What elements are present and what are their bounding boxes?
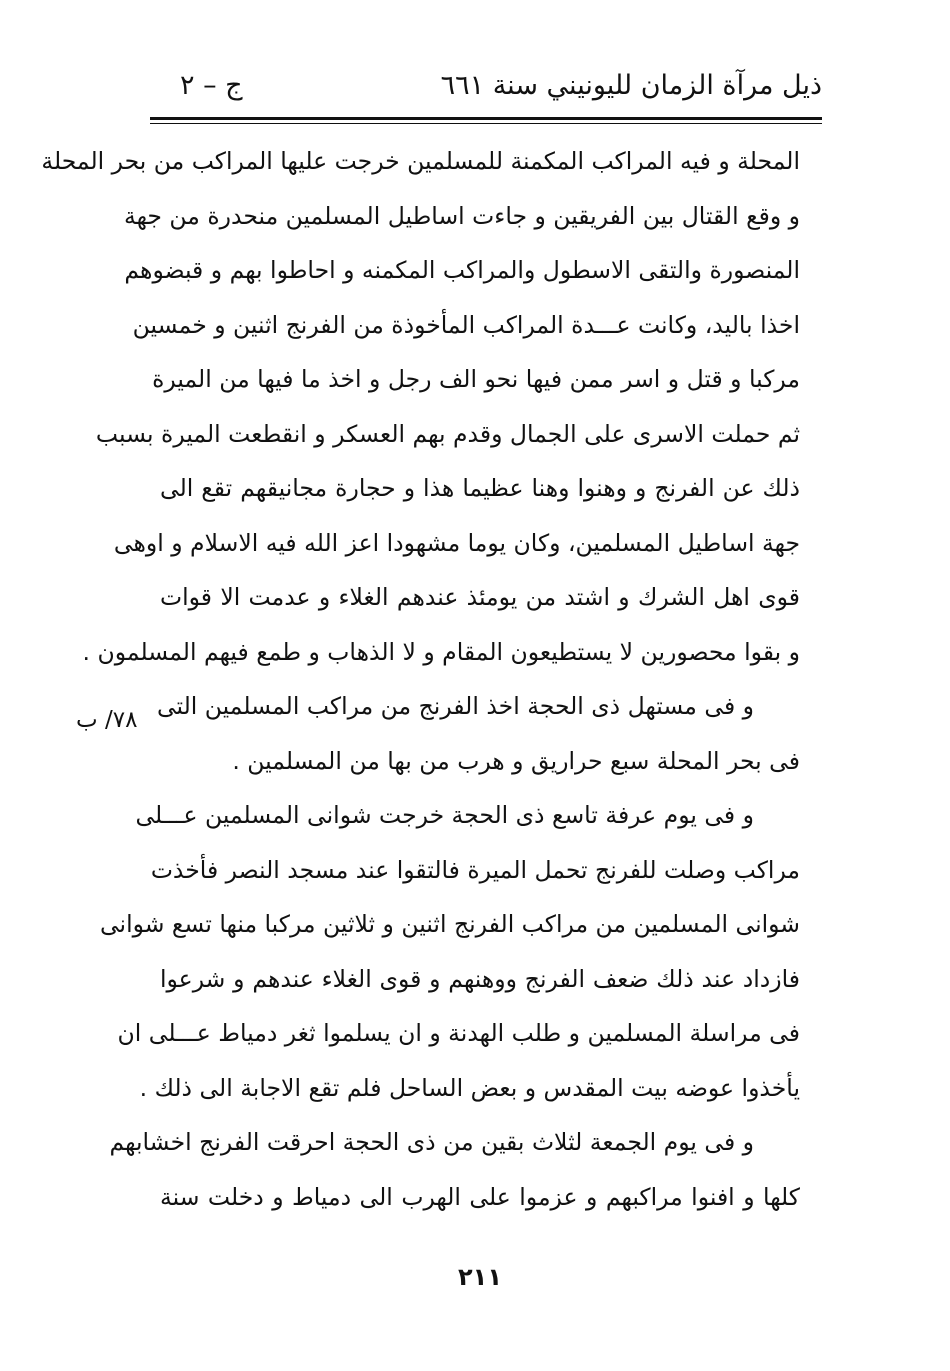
text-line: فى بحر المحلة سبع حراريق و هرب من بها من المسلمين . — [232, 746, 800, 775]
header-rule-thin — [150, 123, 822, 124]
text-line: مركبا و قتل و اسر ممن فيها نحو الف رجل و اخذ ما فيها من الميرة — [152, 365, 800, 393]
text-line: اخذا باليد، وكانت عـــدة المراكب المأخوذة من الفرنج اثنين و خمسين — [132, 310, 800, 339]
running-head — [150, 66, 822, 112]
text-line: فى مراسلة المسلمين و طلب الهدنة و ان يسلموا ثغر دمياط عـــلى ان — [117, 1019, 800, 1047]
running-head-volume: ج – ٢ — [180, 70, 243, 101]
text-line: ذلك عن الفرنج و وهنوا وهنا عظيما هذا و حجارة مجانيقهم تقع الى — [160, 474, 800, 502]
text-line: ثم حملت الاسرى على الجمال وقدم بهم العسكر و انقطعت الميرة بسبب — [95, 419, 800, 448]
text-line: قوى اهل الشرك و اشتد من يومئذ عندهم الغلاء و عدمت الا قوات — [160, 583, 800, 611]
page-number: ٢١١ — [458, 1263, 502, 1291]
text-line: شوانى المسلمين من مراكب الفرنج اثنين و ثلاثين مركبا منها تسع شوانى — [99, 910, 800, 938]
text-line: و وقع القتال بين الفريقين و جاءت اساطيل المسلمين منحدرة من جهة — [123, 201, 800, 230]
text-line: فازداد عند ذلك ضعف الفرنج ووهنهم و قوى الغلاء عندهم و شرعوا — [160, 964, 800, 993]
text-line: المحلة و فيه المراكب المكمنة للمسلمين خرجت عليها المراكب من بحر المحلة — [41, 147, 800, 175]
text-line: جهة اساطيل المسلمين، وكان يوما مشهودا اعز الله فيه الاسلام و اوهى — [113, 528, 800, 557]
text-line: و فى يوم الجمعة لثلاث بقين من ذى الحجة احرقت الفرنج اخشابهم — [109, 1128, 754, 1156]
margin-folio-note: ٧٨/ ب — [76, 707, 138, 733]
text-line: و فى يوم عرفة تاسع ذى الحجة خرجت شوانى المسلمين عـــلى — [135, 801, 754, 829]
text-line: و بقوا محصورين لا يستطيعون المقام و لا الذهاب و طمع فيهم المسلمون . — [82, 637, 800, 666]
text-line: مراكب وصلت للفرنج تحمل الميرة فالتقوا عند مسجد النصر فأخذت — [150, 855, 800, 884]
text-line: يأخذوا عوضه بيت المقدس و بعض الساحل فلم تقع الاجابة الى ذلك . — [139, 1073, 800, 1102]
text-line: كلها و افنوا مراكبهم و عزموا على الهرب الى دمياط و دخلت سنة — [160, 1182, 800, 1211]
text-line: المنصورة والتقى الاسطول والمراكب المكمنه و احاطوا بهم و قبضوهم — [124, 256, 800, 284]
header-rule-thick — [150, 117, 822, 120]
text-line: و فى مستهل ذى الحجة اخذ الفرنج من مراكب المسلمين التى — [156, 692, 754, 720]
running-head-title: ذيل مرآة الزمان لليونيني سنة ٦٦١ — [440, 70, 822, 101]
